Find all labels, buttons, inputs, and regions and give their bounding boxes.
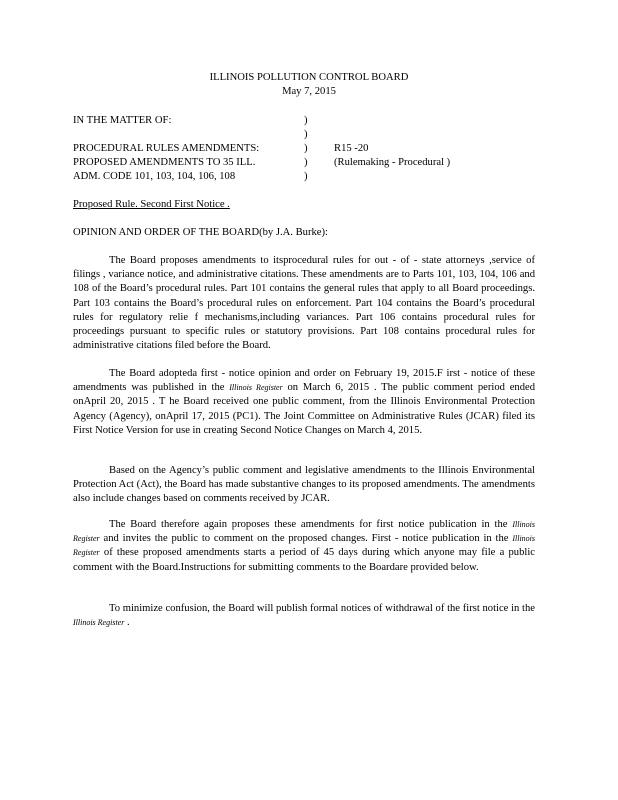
caption-bracket: ) <box>304 171 308 182</box>
register-title: Illinois Register <box>73 520 535 544</box>
paragraph-3-text: Based on the Agency’s public comment and legislative amendments to the Illinois Environmental Protection Act (Act), the Board has made substantive changes to its proposed amendments. The amendments also include changes based on comments received by JCAR. <box>73 465 535 505</box>
caption-line-1: PROCEDURAL RULES AMENDMENTS: <box>73 143 260 154</box>
paragraph-2-text-a: The Board adopteda first - notice opinion and order on February 19, 2015.F irst - notice of these amendments was published in the <box>73 368 535 394</box>
caption-line-3: ADM. CODE 101, 103, 104, 106, 108 <box>73 171 236 182</box>
notice-line: Proposed Rule. Second First Notice . <box>73 199 230 210</box>
caption-bracket: ) <box>304 143 308 154</box>
docket-number: R15 -20 <box>334 143 369 154</box>
paragraph-3 <box>73 464 535 507</box>
paragraph-5-text-b: . <box>126 617 130 629</box>
caption-bracket: ) <box>304 129 308 140</box>
opinion-heading: OPINION AND ORDER OF THE BOARD(by J.A. Burke): <box>73 227 328 238</box>
register-title: Illinois Register <box>229 383 283 393</box>
paragraph-4 <box>73 518 535 575</box>
paragraph-5 <box>73 602 535 630</box>
paragraph-2 <box>73 367 535 438</box>
paragraph-1 <box>73 254 535 353</box>
paragraph-1-text: The Board proposes amendments to itsprocedural rules for out - of - state attorneys ,service of filings , variance notice, and administrative citations. These amendments are to Parts 101, 103, 104, 106 and 108 of the Board’s procedural rules. Part 101 contains the general rules that apply to all Board proceedings. Part 103 contains the Board’s procedural rules on enforcement. Part 104 contains the Board’s procedural rules for regulatory relie f mechanisms,including variances. Part 106 contains procedural rules for proceedings pursuant to specific rules or statutory provisions. Part 108 contains procedural rules for administrative citations filed before the Board. <box>73 255 535 352</box>
register-title: Illinois Register <box>73 618 125 628</box>
agency-title: ILLINOIS POLLUTION CONTROL BOARD <box>209 72 409 83</box>
caption-line-2: PROPOSED AMENDMENTS TO 35 ILL. <box>73 157 256 168</box>
paragraph-4-text-c: of these proposed amendments starts a period of 45 days during which anyone may file a public comment with the Board.Instructions for submitting comments to the Boardare provided below. <box>73 547 535 573</box>
document-date: May 7, 2015 <box>282 86 336 97</box>
caption-bracket: ) <box>304 157 308 168</box>
in-the-matter: IN THE MATTER OF: <box>73 115 172 126</box>
caption-bracket: ) <box>304 115 308 126</box>
proceeding-type: (Rulemaking - Procedural ) <box>334 157 451 168</box>
register-title: Illinois Register <box>73 534 535 558</box>
paragraph-5-text-a: To minimize confusion, the Board will publish formal notices of withdrawal of the first notice in the <box>109 603 535 614</box>
paragraph-2-text-b: on March 6, 2015 . The public comment period ended onApril 20, 2015 . T he Board received one public comment, from the Illinois Environmental Protection Agency (Agency), onApril 17, 2015 (PC1). The Joint Committee on Administrative Rules (JCAR) filed its First Notice Version for use in creating Second Notice Changes on March 4, 2015. <box>73 382 535 436</box>
paragraph-4-text-a: The Board therefore again proposes these amendments for first notice publication in the <box>109 519 508 530</box>
paragraph-4-text-b: and invites the public to comment on the proposed changes. First - notice publication in the <box>103 533 509 545</box>
